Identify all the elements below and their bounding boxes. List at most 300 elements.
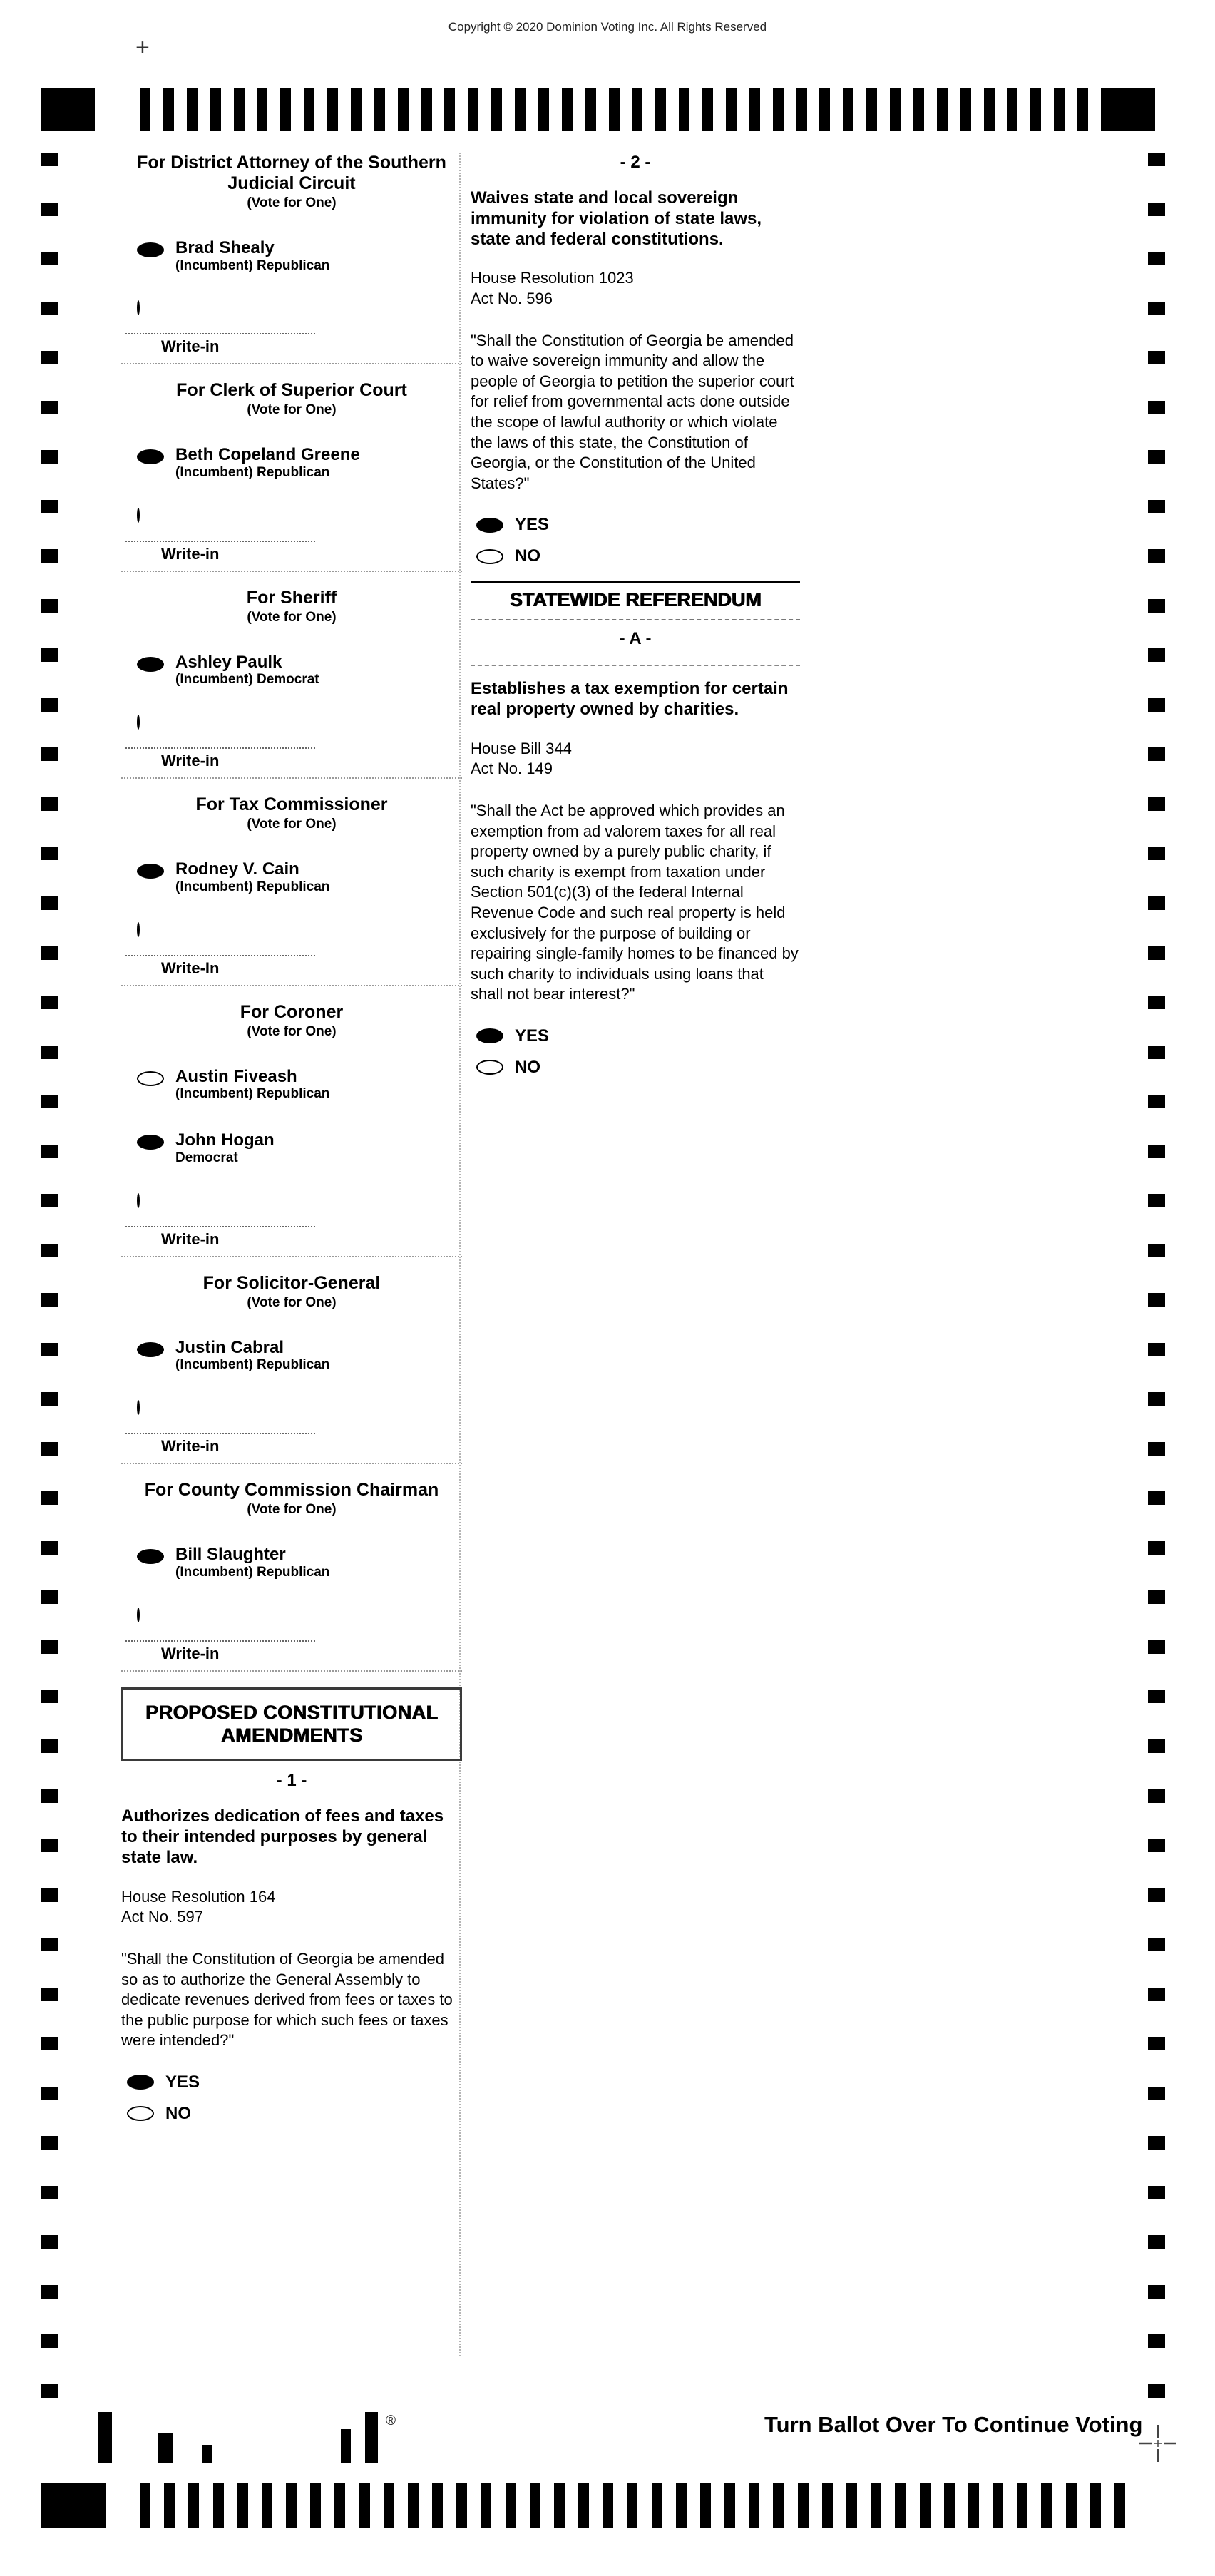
timing-mark bbox=[41, 1244, 58, 1257]
timing-mark bbox=[163, 88, 174, 131]
candidate-row bbox=[137, 1338, 462, 1373]
timing-mark bbox=[1148, 1938, 1165, 1951]
contest-sheriff bbox=[121, 588, 462, 779]
timing-mark bbox=[41, 2037, 58, 2050]
candidate-row bbox=[137, 1067, 462, 1102]
timing-mark bbox=[702, 88, 713, 131]
contest-title: For Clerk of Superior Court bbox=[176, 380, 407, 401]
timing-mark bbox=[41, 2087, 58, 2100]
timing-mark bbox=[1148, 1888, 1165, 1902]
timing-mark bbox=[796, 88, 807, 131]
timing-mark bbox=[1148, 1988, 1165, 2001]
ballot-oval-filled[interactable] bbox=[476, 518, 503, 533]
timing-mark bbox=[41, 648, 58, 662]
writein-oval-row bbox=[137, 509, 462, 522]
timing-mark bbox=[41, 599, 58, 613]
timing-mark bbox=[41, 747, 58, 761]
ballot-column-left bbox=[121, 153, 462, 2135]
vote-row-no bbox=[476, 546, 800, 566]
timing-mark bbox=[41, 1442, 58, 1456]
timing-mark bbox=[871, 2483, 881, 2528]
timing-mark bbox=[234, 88, 245, 131]
measure-question: "Shall the Constitution of Georgia be amended to waive sovereign immunity and allow the people of Georgia to petition the superior court for relief from governmental acts done outside the scope of lawful authority or which violate the laws of this state, the Constitution of Georgia, or the Constitution of the United States?" bbox=[471, 331, 794, 492]
measure-ref: Act No. 597 bbox=[121, 1908, 203, 1926]
contest-instruction: (Vote for One) bbox=[247, 195, 337, 210]
timing-mark bbox=[187, 88, 198, 131]
contest-instruction: (Vote for One) bbox=[247, 817, 337, 832]
contest-title: For Sheriff bbox=[246, 587, 337, 608]
measure-referendum-a bbox=[471, 581, 800, 1078]
timing-mark bbox=[1077, 88, 1088, 131]
timing-mark bbox=[1148, 2235, 1165, 2249]
contest-solicitor-general bbox=[121, 1273, 462, 1464]
writein-oval-row bbox=[137, 1195, 462, 1207]
measure-number: - 2 - bbox=[620, 153, 651, 172]
timing-mark bbox=[1148, 648, 1165, 662]
timing-mark-row bbox=[140, 2483, 1125, 2528]
measure-ref: Act No. 596 bbox=[471, 289, 553, 307]
timing-mark bbox=[1148, 1194, 1165, 1207]
timing-mark bbox=[1148, 549, 1165, 563]
timing-mark bbox=[937, 88, 948, 131]
candidate-row bbox=[137, 238, 462, 273]
writein-oval-row bbox=[137, 1401, 462, 1414]
timing-mark bbox=[530, 2483, 540, 2528]
timing-mark bbox=[41, 153, 58, 166]
measure-number: - A - bbox=[619, 629, 652, 649]
writein-line[interactable] bbox=[125, 541, 315, 542]
timing-mark bbox=[237, 2483, 248, 2528]
timing-mark bbox=[773, 88, 784, 131]
ballot-column-right bbox=[471, 153, 800, 1089]
contest-tax-commissioner bbox=[121, 794, 462, 986]
timing-mark bbox=[554, 2483, 565, 2528]
timing-mark bbox=[749, 88, 760, 131]
timing-mark bbox=[41, 1938, 58, 1951]
candidate-name: Ashley Paulk bbox=[175, 652, 282, 672]
referendum-section-header: STATEWIDE REFERENDUM bbox=[471, 581, 800, 620]
timing-mark bbox=[41, 401, 58, 414]
ballot-oval-empty[interactable] bbox=[137, 1400, 140, 1415]
timing-mark bbox=[1007, 88, 1017, 131]
writein-label: Write-in bbox=[161, 544, 220, 563]
candidate-row bbox=[137, 859, 462, 894]
candidate-name: Bill Slaughter bbox=[175, 1545, 286, 1565]
timing-mark bbox=[1148, 2186, 1165, 2199]
timing-mark bbox=[538, 88, 549, 131]
timing-mark bbox=[655, 88, 666, 131]
timing-mark bbox=[280, 88, 291, 131]
yes-label: YES bbox=[515, 1026, 550, 1046]
timing-mark bbox=[1148, 1293, 1165, 1307]
candidate-row bbox=[137, 445, 462, 480]
timing-mark bbox=[41, 2235, 58, 2249]
timing-mark bbox=[384, 2483, 394, 2528]
timing-mark bbox=[822, 2483, 833, 2528]
timing-mark bbox=[1066, 2483, 1077, 2528]
timing-mark bbox=[603, 2483, 613, 2528]
timing-mark bbox=[491, 88, 502, 131]
candidate-party: (Incumbent) Republican bbox=[175, 257, 330, 273]
contest-instruction: (Vote for One) bbox=[247, 1023, 337, 1039]
contest-title: For Solicitor-General bbox=[202, 1272, 381, 1293]
contest-coroner bbox=[121, 1002, 462, 1257]
timing-mark bbox=[41, 847, 58, 860]
timing-mark bbox=[1148, 797, 1165, 811]
timing-mark bbox=[632, 88, 642, 131]
writein-line[interactable] bbox=[125, 1640, 315, 1642]
timing-mark bbox=[456, 2483, 467, 2528]
timing-mark bbox=[1148, 2087, 1165, 2100]
timing-mark bbox=[41, 1293, 58, 1307]
writein-oval-row bbox=[137, 1609, 462, 1622]
timing-mark bbox=[351, 88, 362, 131]
timing-mark bbox=[1148, 2037, 1165, 2050]
copyright-text: Copyright © 2020 Dominion Voting Inc. All Rights Reserved bbox=[448, 20, 767, 34]
timing-mark bbox=[41, 946, 58, 960]
timing-mark bbox=[798, 2483, 809, 2528]
timing-mark bbox=[1148, 1590, 1165, 1604]
timing-mark bbox=[41, 351, 58, 364]
timing-mark bbox=[1148, 203, 1165, 216]
ballot-oval-empty[interactable] bbox=[137, 922, 140, 937]
timing-mark bbox=[846, 2483, 857, 2528]
timing-mark bbox=[432, 2483, 443, 2528]
timing-mark bbox=[188, 2483, 199, 2528]
timing-mark bbox=[773, 2483, 784, 2528]
timing-mark bbox=[41, 1491, 58, 1505]
ballot-oval-filled[interactable] bbox=[137, 449, 164, 464]
timing-mark bbox=[1148, 500, 1165, 513]
candidate-party: (Incumbent) Republican bbox=[175, 879, 330, 894]
measure-ref: House Bill 344 bbox=[471, 739, 572, 757]
timing-mark-column bbox=[41, 153, 58, 2398]
writein-oval-row bbox=[137, 716, 462, 729]
ballot-oval-empty[interactable] bbox=[137, 1608, 140, 1622]
measure-summary: Establishes a tax exemption for certain real property owned by charities. bbox=[471, 679, 789, 720]
timing-mark bbox=[41, 302, 58, 315]
timing-mark bbox=[676, 2483, 687, 2528]
timing-mark bbox=[506, 2483, 516, 2528]
timing-mark bbox=[140, 88, 150, 131]
timing-mark bbox=[960, 88, 971, 131]
timing-mark bbox=[421, 88, 432, 131]
candidate-party: (Incumbent) Democrat bbox=[175, 672, 319, 688]
timing-mark bbox=[41, 2384, 58, 2398]
timing-mark bbox=[1148, 302, 1165, 315]
measure-question: "Shall the Act be approved which provides an exemption from ad valorem taxes for all real property owned by a purely public charity, if such charity is exempt from taxation under Section 501(c)(3) of the federal Internal Revenue Code and such real property is held exclusively for the purpose of building or repairing single-family homes to be financed by such charity to individuals using loans that shall not bear interest?" bbox=[471, 802, 799, 1003]
ballot-oval-filled[interactable] bbox=[137, 1549, 164, 1564]
timing-mark bbox=[41, 450, 58, 464]
candidate-party: (Incumbent) Republican bbox=[175, 465, 330, 481]
timing-mark bbox=[262, 2483, 272, 2528]
timing-mark bbox=[562, 88, 573, 131]
timing-mark bbox=[334, 2483, 345, 2528]
timing-mark bbox=[1148, 1541, 1165, 1555]
contest-county-commission-chairman bbox=[121, 1480, 462, 1671]
candidate-party: (Incumbent) Republican bbox=[175, 1086, 330, 1102]
timing-mark bbox=[41, 1590, 58, 1604]
timing-mark bbox=[408, 2483, 419, 2528]
ballot-oval-filled[interactable] bbox=[137, 1135, 164, 1150]
vote-row-yes bbox=[476, 515, 800, 535]
timing-mark bbox=[1148, 1640, 1165, 1654]
timing-mark bbox=[140, 2483, 150, 2528]
timing-mark bbox=[41, 1046, 58, 1059]
writein-label: Write-in bbox=[161, 1437, 220, 1456]
timing-mark bbox=[1148, 1392, 1165, 1406]
timing-block bbox=[41, 88, 95, 131]
timing-mark bbox=[41, 1194, 58, 1207]
timing-mark bbox=[41, 1789, 58, 1803]
timing-mark bbox=[578, 2483, 589, 2528]
timing-mark-row bbox=[140, 88, 1088, 131]
writein-oval-row bbox=[137, 302, 462, 315]
vote-row-yes bbox=[476, 1026, 800, 1046]
ballot-oval-empty[interactable] bbox=[127, 2106, 154, 2121]
contest-title: For Tax Commissioner bbox=[195, 794, 388, 815]
writein-label: Write-in bbox=[161, 337, 220, 356]
measure-amendment-2 bbox=[471, 153, 800, 566]
timing-mark bbox=[1148, 1343, 1165, 1356]
writein-line[interactable] bbox=[125, 747, 315, 749]
timing-mark bbox=[1148, 2334, 1165, 2348]
writein-oval-row bbox=[137, 924, 462, 936]
registered-trademark-symbol: ® bbox=[386, 2413, 396, 2428]
timing-mark bbox=[286, 2483, 297, 2528]
timing-mark bbox=[41, 1690, 58, 1703]
timing-mark bbox=[1148, 747, 1165, 761]
timing-mark bbox=[843, 88, 853, 131]
timing-mark bbox=[41, 500, 58, 513]
candidate-name: Beth Copeland Greene bbox=[175, 445, 360, 465]
timing-mark bbox=[627, 2483, 637, 2528]
timing-mark bbox=[1090, 2483, 1101, 2528]
divider bbox=[471, 665, 800, 666]
timing-mark bbox=[1148, 1095, 1165, 1108]
timing-mark bbox=[1148, 1839, 1165, 1852]
timing-mark bbox=[1148, 946, 1165, 960]
contest-instruction: (Vote for One) bbox=[247, 1294, 337, 1310]
timing-mark bbox=[1148, 996, 1165, 1009]
contest-title: For County Commission Chairman bbox=[144, 1480, 439, 1501]
no-label: NO bbox=[515, 1057, 540, 1077]
timing-mark bbox=[41, 996, 58, 1009]
timing-mark bbox=[515, 88, 526, 131]
ballot-oval-filled[interactable] bbox=[127, 2075, 154, 2090]
alignment-bar bbox=[341, 2429, 351, 2463]
timing-mark bbox=[609, 88, 620, 131]
timing-mark bbox=[304, 88, 314, 131]
vote-row-no bbox=[127, 2104, 462, 2124]
timing-mark bbox=[468, 88, 478, 131]
measure-question: "Shall the Constitution of Georgia be amended so as to authorize the General Assembly to dedicate revenues derived from fees or taxes to the public purpose for which such fees or taxes were intended?" bbox=[121, 1949, 453, 2050]
timing-mark bbox=[41, 2285, 58, 2299]
timing-mark bbox=[895, 2483, 906, 2528]
timing-mark bbox=[41, 698, 58, 712]
timing-mark bbox=[1148, 1739, 1165, 1753]
yes-label: YES bbox=[515, 515, 550, 535]
timing-mark bbox=[1148, 450, 1165, 464]
turn-ballot-over-text: Turn Ballot Over To Continue Voting bbox=[764, 2412, 1143, 2437]
timing-mark bbox=[968, 2483, 979, 2528]
ballot-oval-empty[interactable] bbox=[476, 1060, 503, 1075]
timing-block bbox=[1101, 88, 1155, 131]
timing-mark bbox=[1041, 2483, 1052, 2528]
timing-mark bbox=[41, 549, 58, 563]
candidate-party: (Incumbent) Republican bbox=[175, 1357, 330, 1373]
timing-mark bbox=[724, 2483, 735, 2528]
ballot-oval-empty[interactable] bbox=[137, 1193, 140, 1208]
timing-mark bbox=[1148, 698, 1165, 712]
timing-mark bbox=[1148, 1442, 1165, 1456]
timing-mark bbox=[444, 88, 455, 131]
timing-mark bbox=[41, 1640, 58, 1654]
timing-mark bbox=[210, 88, 221, 131]
timing-mark bbox=[41, 1095, 58, 1108]
timing-mark bbox=[913, 88, 924, 131]
measure-summary: Authorizes dedication of fees and taxes to their intended purposes by general state law. bbox=[121, 1806, 444, 1867]
writein-line[interactable] bbox=[125, 1433, 315, 1434]
timing-mark bbox=[993, 2483, 1003, 2528]
vote-row-yes bbox=[127, 2072, 462, 2092]
timing-mark bbox=[41, 1145, 58, 1158]
measure-amendment-1 bbox=[121, 1771, 462, 2124]
contest-district-attorney bbox=[121, 153, 462, 364]
timing-mark bbox=[1148, 599, 1165, 613]
timing-mark bbox=[41, 1541, 58, 1555]
timing-mark bbox=[1030, 88, 1041, 131]
timing-mark bbox=[1148, 847, 1165, 860]
alignment-bar bbox=[202, 2445, 212, 2463]
ballot-oval-filled[interactable] bbox=[137, 864, 164, 879]
timing-mark bbox=[41, 2186, 58, 2199]
writein-label: Write-in bbox=[161, 1230, 220, 1248]
timing-mark bbox=[984, 88, 995, 131]
timing-mark-column bbox=[1148, 153, 1165, 2398]
candidate-name: Austin Fiveash bbox=[175, 1066, 297, 1086]
timing-mark bbox=[944, 2483, 955, 2528]
timing-mark bbox=[164, 2483, 175, 2528]
contest-clerk-superior-court bbox=[121, 380, 462, 571]
candidate-name: Rodney V. Cain bbox=[175, 859, 299, 879]
contest-instruction: (Vote for One) bbox=[247, 609, 337, 625]
no-label: NO bbox=[165, 2103, 191, 2123]
ballot-oval-filled[interactable] bbox=[476, 1028, 503, 1043]
timing-mark bbox=[1054, 88, 1065, 131]
timing-mark bbox=[1148, 2285, 1165, 2299]
timing-mark bbox=[41, 1739, 58, 1753]
ballot-oval-filled[interactable] bbox=[137, 657, 164, 672]
timing-mark bbox=[1148, 1244, 1165, 1257]
candidate-party: Democrat bbox=[175, 1150, 238, 1165]
alignment-bar bbox=[98, 2412, 112, 2463]
measure-number: - 1 - bbox=[276, 1771, 307, 1791]
timing-mark bbox=[819, 88, 830, 131]
ballot-oval-empty[interactable] bbox=[137, 1071, 164, 1086]
ballot-oval-empty[interactable] bbox=[137, 300, 140, 315]
ballot-oval-empty[interactable] bbox=[137, 508, 140, 523]
candidate-party: (Incumbent) Republican bbox=[175, 1564, 330, 1580]
timing-mark bbox=[398, 88, 409, 131]
measure-ref: House Resolution 164 bbox=[121, 1887, 276, 1906]
timing-mark bbox=[374, 88, 385, 131]
writein-line[interactable] bbox=[125, 1226, 315, 1227]
registration-plus-mark: + bbox=[135, 34, 150, 61]
timing-mark bbox=[726, 88, 737, 131]
timing-mark bbox=[41, 797, 58, 811]
timing-mark bbox=[1148, 351, 1165, 364]
timing-mark bbox=[700, 2483, 711, 2528]
timing-mark bbox=[41, 1888, 58, 1902]
timing-mark bbox=[310, 2483, 321, 2528]
measure-ref: Act No. 149 bbox=[471, 760, 553, 778]
ballot-oval-empty[interactable] bbox=[476, 549, 503, 564]
candidate-row bbox=[137, 1545, 462, 1580]
timing-mark bbox=[1148, 1046, 1165, 1059]
timing-mark bbox=[1148, 1789, 1165, 1803]
timing-mark bbox=[41, 2334, 58, 2348]
timing-mark bbox=[1148, 1491, 1165, 1505]
registration-crosshair-icon bbox=[1138, 2423, 1178, 2467]
timing-mark bbox=[213, 2483, 224, 2528]
no-label: NO bbox=[515, 546, 540, 566]
measure-ref: House Resolution 1023 bbox=[471, 269, 634, 287]
timing-mark bbox=[1148, 1690, 1165, 1703]
candidate-row bbox=[137, 1130, 462, 1165]
contest-instruction: (Vote for One) bbox=[247, 1502, 337, 1518]
timing-mark bbox=[866, 88, 877, 131]
timing-mark bbox=[1148, 401, 1165, 414]
writein-label: Write-in bbox=[161, 1644, 220, 1662]
timing-mark bbox=[41, 1988, 58, 2001]
writein-label: Write-In bbox=[161, 959, 220, 977]
timing-mark bbox=[920, 2483, 931, 2528]
timing-mark bbox=[890, 88, 901, 131]
timing-mark bbox=[585, 88, 596, 131]
timing-mark bbox=[41, 896, 58, 910]
writein-line[interactable] bbox=[125, 955, 315, 956]
timing-mark bbox=[359, 2483, 370, 2528]
timing-mark bbox=[327, 88, 338, 131]
alignment-bar bbox=[365, 2412, 378, 2463]
timing-mark bbox=[41, 1392, 58, 1406]
ballot-oval-filled[interactable] bbox=[137, 242, 164, 257]
timing-mark bbox=[1148, 1145, 1165, 1158]
candidate-name: John Hogan bbox=[175, 1130, 275, 1150]
ballot-oval-filled[interactable] bbox=[137, 1342, 164, 1357]
amendments-section-header: PROPOSED CONSTITUTIONAL AMENDMENTS bbox=[121, 1687, 462, 1762]
measure-summary: Waives state and local sovereign immunity for violation of state laws, state and federal constitutions. bbox=[471, 188, 762, 249]
candidate-row bbox=[137, 653, 462, 688]
timing-mark bbox=[481, 2483, 491, 2528]
contest-title: For Coroner bbox=[240, 1001, 344, 1022]
timing-mark bbox=[1148, 153, 1165, 166]
candidate-name: Brad Shealy bbox=[175, 238, 275, 257]
timing-mark bbox=[749, 2483, 759, 2528]
candidate-name: Justin Cabral bbox=[175, 1337, 284, 1357]
timing-mark bbox=[41, 1343, 58, 1356]
ballot-oval-empty[interactable] bbox=[137, 715, 140, 730]
contest-title: For District Attorney of the Southern Judicial Circuit bbox=[137, 153, 446, 193]
timing-mark bbox=[1148, 2384, 1165, 2398]
writein-line[interactable] bbox=[125, 333, 315, 334]
timing-mark bbox=[679, 88, 689, 131]
timing-mark bbox=[1114, 2483, 1125, 2528]
timing-mark bbox=[1148, 252, 1165, 265]
yes-label: YES bbox=[165, 2072, 200, 2092]
timing-mark bbox=[41, 252, 58, 265]
